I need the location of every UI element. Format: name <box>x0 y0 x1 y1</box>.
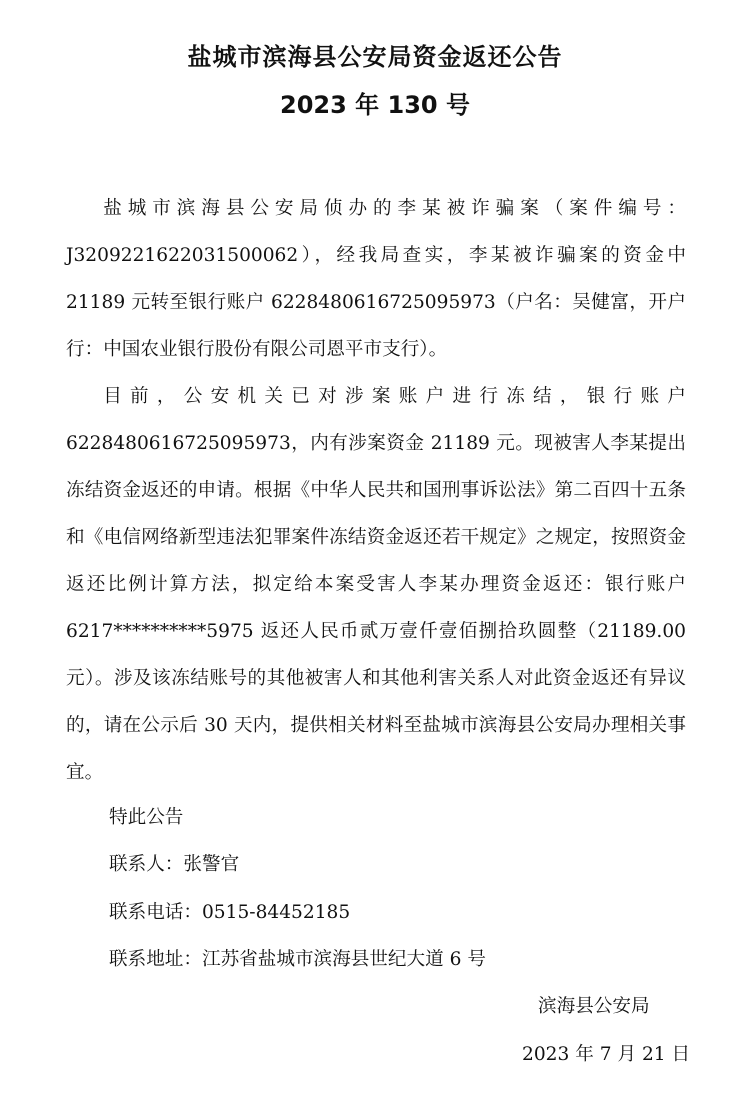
body-paragraph-refund: 目前，公安机关已对涉案账户进行冻结，银行账户 6228480616725095973，内有涉案资金 21189 元。现被害人李某提出冻结资金返还的申请。根据《中华人民共和国刑事诉讼法》第二百四十五条和《电信网络新型违法犯罪案件冻结资金返还若干规定》之规定，按照资金返还比例计算方法，拟定给本案受害人李某办理资金返还：银行账户 6217**********5975 返还人民币贰万壹仟壹佰捌拾玖圆整（21189.00 元）。涉及该冻结账号的其他被害人和其他利害关系人对此资金返还有异议的，请在公示后 30 天内，提供相关材料至盐城市滨海县公安局办理相关事宜。 <box>66 386 686 783</box>
body-paragraph-case: 盐城市滨海县公安局侦办的李某被诈骗案（案件编号：J3209221622031500062），经我局查实，李某被诈骗案的资金中 21189 元转至银行账户 6228480616725095973（户名：吴健富，开户行：中国农业银行股份有限公司恩平市支行）。 <box>66 198 686 360</box>
notice-title: 盐城市滨海县公安局资金返还公告 <box>187 43 563 71</box>
issuer-name: 滨海县公安局 <box>538 996 650 1017</box>
contact-address: 联系地址：江苏省盐城市滨海县世纪大道 6 号 <box>109 949 486 970</box>
closing-text: 特此公告 <box>109 807 184 828</box>
issue-date: 2023 年 7 月 21 日 <box>522 1044 691 1065</box>
contact-phone: 联系电话：0515-84452185 <box>109 902 351 923</box>
notice-body <box>66 185 686 796</box>
notice-number: 2023 年 130 号 <box>280 91 470 119</box>
contact-person: 联系人：张警官 <box>109 854 240 875</box>
